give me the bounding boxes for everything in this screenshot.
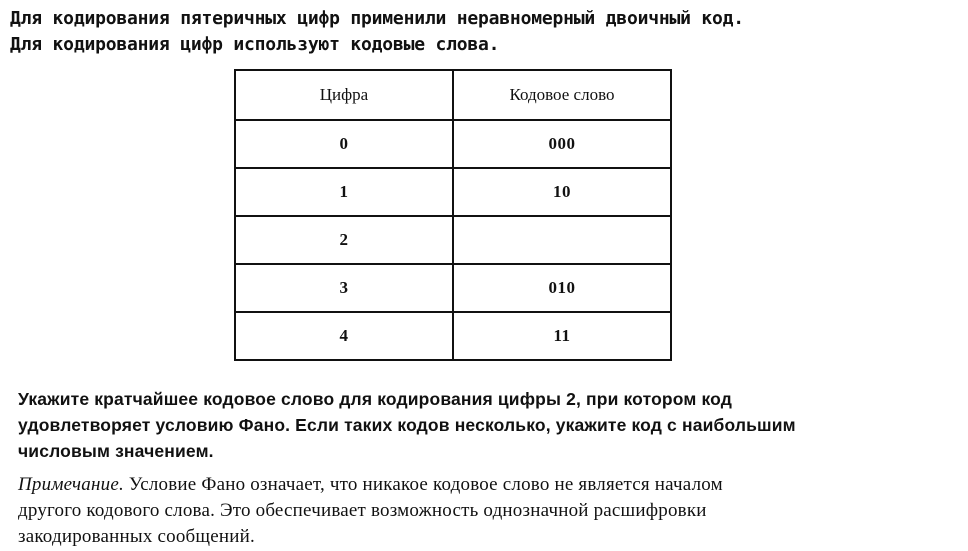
intro-paragraph	[10, 6, 900, 58]
question-line-1: Укажите кратчайшее кодовое слово для кодирования цифры 2, при котором код	[18, 389, 733, 409]
digit-cell: 4	[235, 312, 453, 360]
table-row	[235, 168, 671, 216]
question-line-2-text: удовлетворяет условию Фано. Если таких кодов несколько, укажите код с	[18, 415, 682, 435]
table-row	[235, 264, 671, 312]
question-line-3: числовым значением.	[18, 441, 214, 461]
note-line-2: другого кодового слова. Это обеспечивает возможность однозначной расшифровки	[18, 500, 707, 521]
digit-cell: 0	[235, 120, 453, 168]
code-table	[234, 69, 672, 361]
header-digit: Цифра	[235, 70, 453, 120]
digit-cell: 2	[235, 216, 453, 264]
intro-line-2: Для кодирования цифр используют кодовые слова.	[10, 34, 500, 55]
intro-line-1: Для кодирования пятеричных цифр применили неравномерный двоичный код.	[10, 8, 744, 29]
table-row	[235, 312, 671, 360]
codeword-cell: 10	[453, 168, 671, 216]
codeword-cell: 11	[453, 312, 671, 360]
question-line-2	[18, 412, 908, 438]
note-label: Примечание.	[18, 474, 124, 495]
note-line-1-text: Условие Фано означает, что никакое кодовое слово не является началом	[123, 474, 723, 495]
note-line-1	[18, 472, 908, 498]
table-row	[235, 216, 671, 264]
table-row	[235, 120, 671, 168]
note-line-3: закодированных сообщений.	[18, 526, 255, 547]
codeword-cell: 000	[453, 120, 671, 168]
codeword-cell-empty	[453, 216, 671, 264]
question-paragraph	[18, 386, 908, 464]
codeword-cell: 010	[453, 264, 671, 312]
header-codeword: Кодовое слово	[453, 70, 671, 120]
digit-cell: 3	[235, 264, 453, 312]
note-paragraph	[18, 472, 908, 550]
table-header-row	[235, 70, 671, 120]
emphasis-largest: наибольшим	[681, 415, 796, 435]
digit-cell: 1	[235, 168, 453, 216]
